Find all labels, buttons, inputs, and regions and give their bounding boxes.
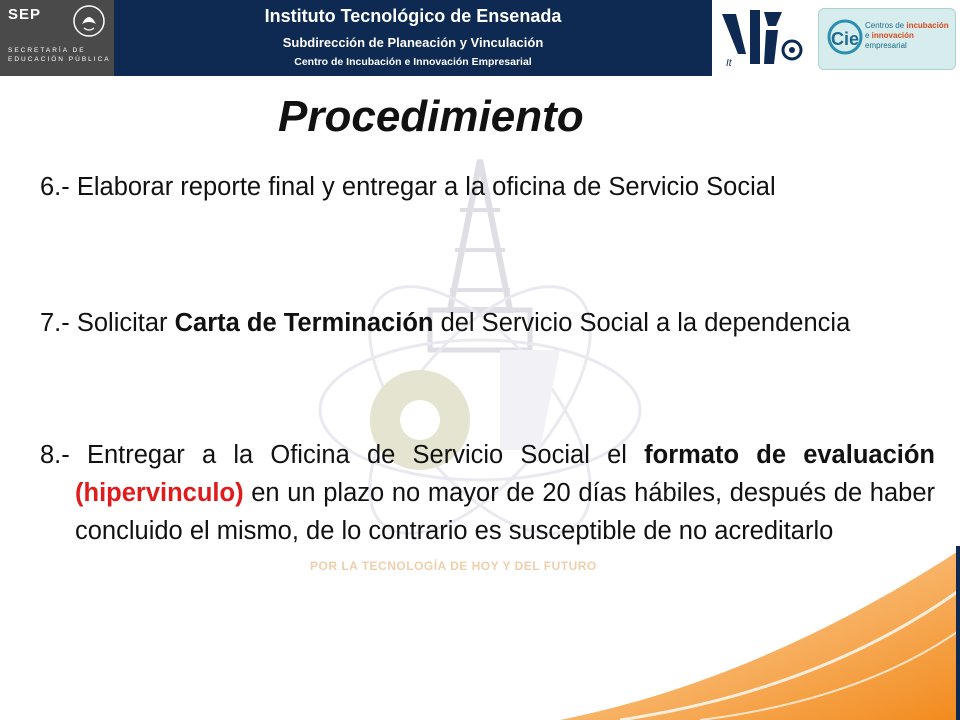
mexico-eagle-icon [72, 4, 106, 38]
page-title: Procedimiento [278, 92, 584, 141]
it-logo-block [712, 0, 812, 76]
step-8-text-before: 8.- Entregar a la Oficina de Servicio Social el [40, 441, 645, 469]
step-6-text: 6.- Elaborar reporte final y entregar a la oficina de Servicio Social [40, 173, 776, 201]
center-name: Centro de Incubación e Innovación Empresarial [294, 56, 532, 68]
institute-title-band [114, 0, 712, 76]
step-7-text-after: del Servicio Social a la dependencia [433, 309, 851, 337]
sep-logo-block [0, 0, 114, 76]
header-bar [0, 0, 960, 76]
step-6-paragraph [40, 168, 935, 206]
step-7-paragraph [40, 304, 935, 342]
svg-text:Cie: Cie [831, 29, 860, 49]
cie-logo-block [814, 2, 960, 74]
step-7-bold-text: Carta de Terminación [174, 309, 434, 337]
svg-text:It: It [726, 58, 732, 69]
hipervinculo-link[interactable]: (hipervinculo) [75, 479, 244, 507]
sep-department-text: SECRETARÍA DE EDUCACIÓN PÚBLICA [8, 47, 111, 63]
step-8-text-after: en un plazo no mayor de 20 días hábiles, después de haber concluido el mismo, de lo contrario es susceptible de no acreditarlo [75, 479, 935, 545]
cie-logo-panel [818, 8, 956, 70]
step-8-bold-text: formato de evaluación [644, 441, 936, 469]
subdirection-name: Subdirección de Planeación y Vinculación [282, 35, 544, 50]
tecnologico-logo-icon [716, 4, 806, 72]
cie-logo-icon [825, 15, 865, 63]
step-8-paragraph [40, 436, 935, 550]
step-7-text-before: 7.- Solicitar [40, 309, 175, 337]
watermark-text: POR LA TECNOLOGÍA DE HOY Y DEL FUTURO [310, 559, 597, 573]
institute-name: Instituto Tecnológico de Ensenada [264, 6, 562, 26]
decorative-swoosh [560, 540, 960, 720]
sep-logo-text: SEP [8, 6, 42, 23]
cie-logo-text: Centros de incubación e innovación empresarial [865, 21, 949, 50]
